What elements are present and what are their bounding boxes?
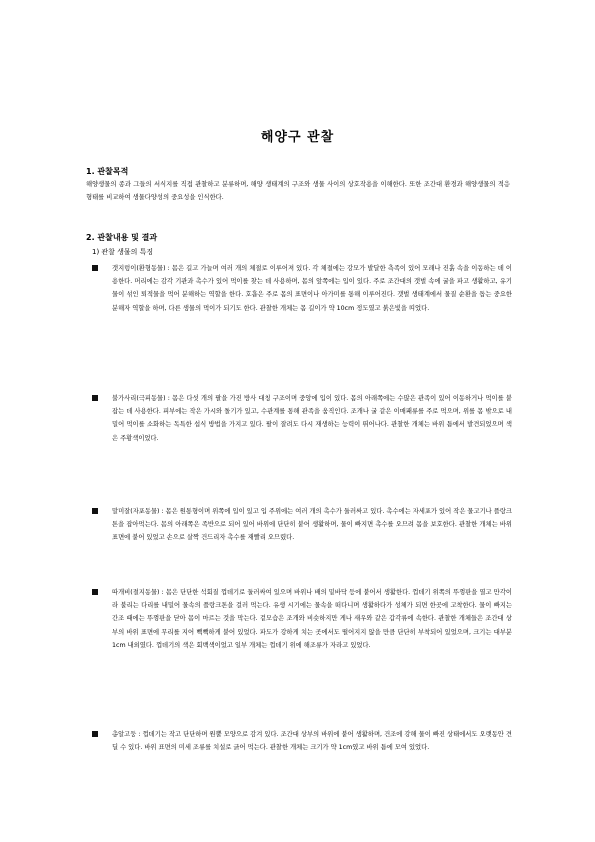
list-item: [92, 586, 512, 722]
bullet-square-icon: [92, 265, 98, 271]
bullet-square-icon: [92, 589, 98, 595]
list-item-text: 불가사리(극피동물) : 몸은 다섯 개의 팔을 가진 방사 대칭 구조이며 중앙에 입이 있다. 몸의 아래쪽에는 수많은 관족이 있어 이동하거나 먹이를 붙잡는 데 사용한다. 피부에는 작은 가시와 돌기가 있고, 수관계를 통해 관족을 움직인다. 조개나 굴 같은 이매패류를 주로 먹으며, 위를 몸 밖으로 내밀어 먹이를 소화하는 독특한 섭식 방법을 가지고 있다. 팔이 잘려도 다시 재생하는 능력이 뛰어나다. 관찰한 개체는 바위 틈에서 발견되었으며 색은 주황색이었다.: [112, 395, 512, 442]
bullet-square-icon: [92, 508, 98, 514]
bullet-square-icon: [92, 395, 98, 401]
section-body-purpose: 해양생물의 종과 그들의 서식지를 직접 관찰하고 분류하며, 해양 생태계의 구조와 생물 사이의 상호작용을 이해한다. 또한 조간대 환경과 해양생물의 적응 형태를 비교하여 생물다양성의 중요성을 인식한다.: [86, 181, 510, 202]
list-item-text: 말미잘(자포동물) : 몸은 원통형이며 위쪽에 입이 있고 입 주위에는 여러 개의 촉수가 둘러싸고 있다. 촉수에는 자세포가 있어 작은 물고기나 플랑크톤을 잡아먹는다. 몸의 아래쪽은 족반으로 되어 있어 바위에 단단히 붙어 생활하며, 물이 빠지면 촉수를 오므려 몸을 보호한다. 관찰한 개체는 바위 표면에 붙어 있었고 손으로 살짝 건드리자 촉수를 재빨리 오므렸다.: [112, 508, 512, 542]
list-item-text: 따개비(절지동물) : 몸은 단단한 석회질 껍데기로 둘러싸여 있으며 바위나 배의 밑바닥 등에 붙어서 생활한다. 껍데기 위쪽의 뚜껑판을 열고 만각이라 불리는 다리를 내밀어 물속의 플랑크톤을 걸러 먹는다. 유생 시기에는 물속을 떠다니며 생활하다가 성체가 되면 한곳에 고착한다. 물이 빠지는 간조 때에는 뚜껑판을 닫아 몸이 마르는 것을 막는다. 겉모습은 조개와 비슷하지만 게나 새우와 같은 갑각류에 속한다. 관찰한 개체들은 조간대 상부의 바위 표면에 무리를 지어 빽빽하게 붙어 있었다. 파도가 강하게 치는 곳에서도 떨어지지 않을 만큼 단단히 부착되어 있었으며, 크기는 대부분 1cm 내외였다. 껍데기의 색은 회백색이었고 일부 개체는 껍데기 위에 해조류가 자라고 있었다.: [112, 589, 512, 649]
section-heading-purpose: 1. 관찰목적: [86, 167, 129, 176]
list-item-text: 갯지렁이(환형동물) : 몸은 길고 가늘며 여러 개의 체절로 이루어져 있다. 각 체절에는 강모가 발달한 측족이 있어 모래나 진흙 속을 이동하는 데 이용한다. 머리에는 감각 기관과 촉수가 있어 먹이를 찾는 데 사용하며, 몸의 앞쪽에는 입이 있다. 주로 조간대의 갯벌 속에 굴을 파고 생활하고, 유기물이 섞인 퇴적물을 먹어 분해하는 역할을 한다. 호흡은 주로 몸의 표면이나 아가미를 통해 이루어진다. 갯벌 생태계에서 물질 순환을 돕는 중요한 분해자 역할을 하며, 다른 생물의 먹이가 되기도 한다. 관찰한 개체는 몸 길이가 약 10cm 정도였고 붉은빛을 띠었다.: [112, 265, 512, 312]
list-item: [92, 505, 512, 581]
subsection-heading: 1) 관찰 생물의 특징: [92, 248, 154, 256]
page-title: 해양구 관찰: [260, 130, 335, 145]
bullet-square-icon: [92, 731, 98, 737]
section-heading-results: 2. 관찰내용 및 결과: [86, 233, 158, 242]
list-item: [92, 728, 512, 756]
list-item-text: 총알고둥 : 껍데기는 작고 단단하며 원뿔 모양으로 감겨 있다. 조간대 상부의 바위에 붙어 생활하며, 건조에 강해 물이 빠진 상태에서도 오랫동안 견딜 수 있다. 바위 표면의 미세 조류를 치설로 긁어 먹는다. 관찰한 개체는 크기가 약 1cm였고 바위 틈에 모여 있었다.: [112, 731, 512, 752]
list-item: [92, 392, 512, 498]
list-item: [92, 262, 512, 386]
